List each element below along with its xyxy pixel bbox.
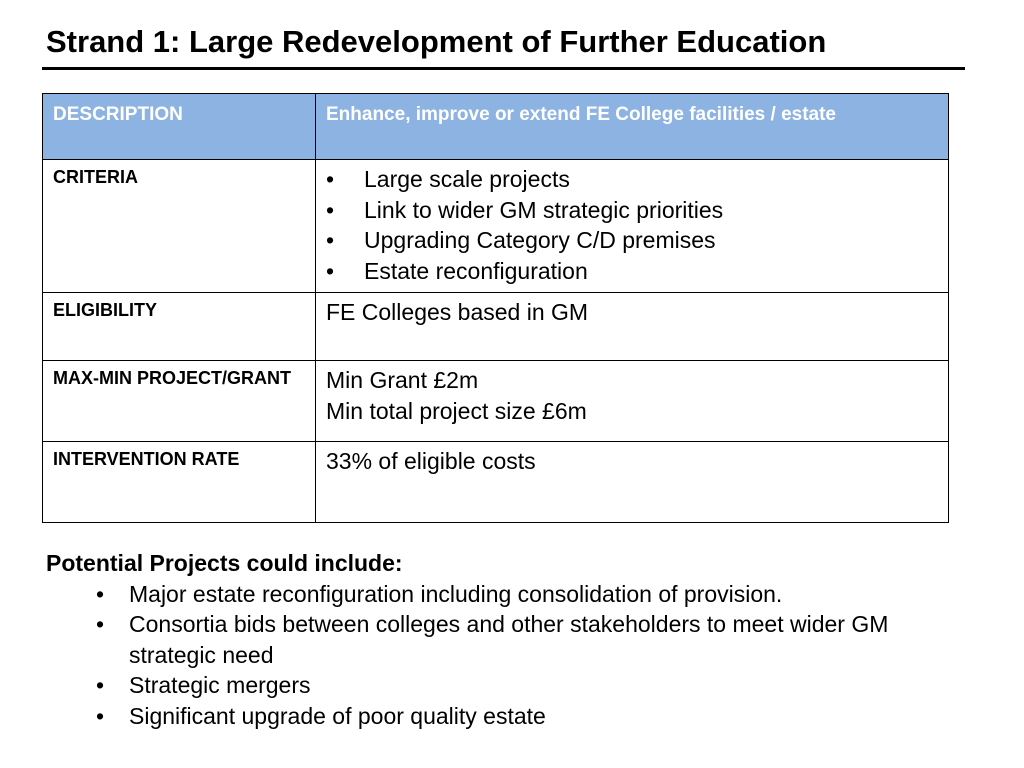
potential-projects-section — [46, 548, 966, 731]
eligibility-row — [43, 293, 949, 361]
criteria-item: • Upgrading Category C/D premises — [326, 225, 938, 256]
potential-projects-heading: Potential Projects could include: — [46, 550, 403, 576]
description-value: Enhance, improve or extend FE College facilities / estate — [316, 94, 949, 160]
eligibility-value: FE Colleges based in GM — [316, 293, 949, 361]
project-item: • Major estate reconfiguration including consolidation of provision. — [96, 579, 966, 610]
description-row — [43, 94, 949, 160]
intervention-label: INTERVENTION RATE — [43, 442, 316, 523]
criteria-label: CRITERIA — [43, 160, 316, 293]
criteria-item: • Large scale projects — [326, 164, 938, 195]
eligibility-label: ELIGIBILITY — [43, 293, 316, 361]
criteria-list — [326, 164, 938, 286]
criteria-row — [43, 160, 949, 293]
intervention-row — [43, 442, 949, 523]
project-item: • Consortia bids between colleges and other stakeholders to meet wider GM strategic need — [96, 609, 966, 670]
max-min-label: MAX-MIN PROJECT/GRANT — [43, 361, 316, 442]
intervention-value: 33% of eligible costs — [316, 442, 949, 523]
max-min-value — [316, 361, 949, 442]
project-item: • Significant upgrade of poor quality estate — [96, 701, 966, 732]
criteria-item: • Link to wider GM strategic priorities — [326, 195, 938, 226]
criteria-value — [316, 160, 949, 293]
criteria-item: • Estate reconfiguration — [326, 256, 938, 287]
slide-title: Strand 1: Large Redevelopment of Further Education — [46, 24, 827, 59]
title-underline — [42, 67, 965, 70]
max-min-row — [43, 361, 949, 442]
description-label: DESCRIPTION — [43, 94, 316, 160]
project-item: • Strategic mergers — [96, 670, 966, 701]
potential-projects-list — [46, 579, 966, 732]
min-grant-line: Min Grant £2m — [326, 367, 479, 393]
strand-details-table — [42, 93, 949, 523]
min-project-size-line: Min total project size £6m — [326, 397, 587, 424]
